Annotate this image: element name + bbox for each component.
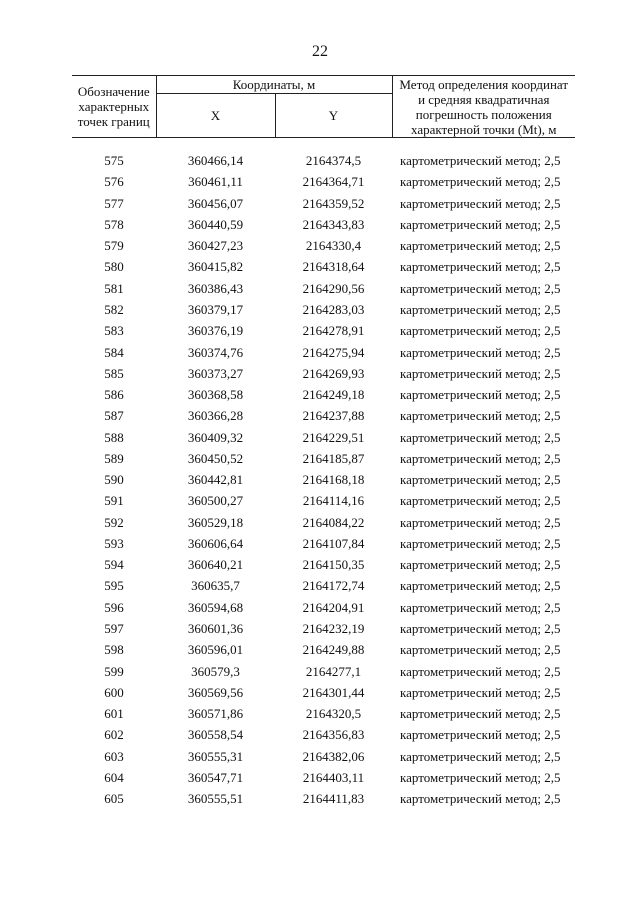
method-cell: картометрический метод; 2,5 — [400, 259, 561, 275]
table-row — [72, 597, 575, 618]
y-cell: 2164185,87 — [302, 450, 365, 466]
point-cell: 600 — [104, 684, 124, 700]
y-cell: 2164318,64 — [302, 259, 365, 275]
point-label-line-1: Обозначение — [77, 84, 150, 99]
x-cell: 360579,3 — [191, 663, 240, 679]
x-cell: 360640,21 — [187, 557, 244, 573]
x-header: X — [156, 94, 275, 138]
point-cell: 577 — [104, 195, 124, 211]
table-body — [72, 138, 575, 810]
y-cell: 2164364,71 — [302, 174, 365, 190]
y-cell: 2164114,16 — [302, 493, 365, 509]
method-cell: картометрический метод; 2,5 — [400, 472, 561, 488]
y-cell: 2164277,1 — [305, 663, 362, 679]
x-cell: 360442,81 — [187, 472, 244, 488]
x-cell: 360606,64 — [187, 535, 244, 551]
method-cell: картометрический метод; 2,5 — [400, 323, 561, 339]
method-cell: картометрический метод; 2,5 — [400, 748, 561, 764]
y-cell: 2164172,74 — [302, 578, 365, 594]
method-cell: картометрический метод; 2,5 — [400, 514, 561, 530]
table-row — [72, 745, 575, 766]
table-spacer — [72, 138, 575, 151]
table-row — [72, 554, 575, 575]
method-cell: картометрический метод; 2,5 — [400, 663, 561, 679]
x-cell: 360409,32 — [187, 429, 244, 445]
x-cell: 360571,86 — [187, 706, 244, 722]
method-line-4: характерной точки (Mt), м — [411, 122, 557, 137]
y-cell: 2164301,44 — [302, 684, 365, 700]
x-cell: 360366,28 — [187, 408, 244, 424]
point-cell: 593 — [104, 535, 124, 551]
x-cell: 360635,7 — [191, 578, 240, 594]
method-cell: картометрический метод; 2,5 — [400, 620, 561, 636]
method-cell: картометрический метод; 2,5 — [400, 493, 561, 509]
table-row — [72, 405, 575, 426]
table-row — [72, 363, 575, 384]
point-cell: 596 — [104, 599, 124, 615]
table-row — [72, 788, 575, 809]
table-row — [72, 150, 575, 171]
method-cell: картометрический метод; 2,5 — [400, 791, 561, 807]
point-label-line-2: характерных — [78, 99, 150, 114]
y-cell: 2164320,5 — [305, 706, 362, 722]
y-cell: 2164374,5 — [305, 153, 362, 169]
method-cell: картометрический метод; 2,5 — [400, 408, 561, 424]
table-row — [72, 214, 575, 235]
point-cell: 575 — [104, 153, 124, 169]
x-cell: 360427,23 — [187, 238, 244, 254]
table-row — [72, 724, 575, 745]
coordinates-header: Координаты, м — [156, 76, 392, 94]
table-row — [72, 448, 575, 469]
table-row — [72, 639, 575, 660]
table-row — [72, 703, 575, 724]
x-cell: 360461,11 — [188, 174, 243, 190]
table-row — [72, 171, 575, 192]
method-cell: картометрический метод; 2,5 — [400, 769, 561, 785]
point-label-line-3: точек границ — [77, 114, 150, 129]
y-cell: 2164411,83 — [302, 791, 365, 807]
y-cell: 2164269,93 — [302, 365, 365, 381]
method-cell: картометрический метод; 2,5 — [400, 450, 561, 466]
table-row — [72, 193, 575, 214]
x-cell: 360596,01 — [187, 642, 244, 658]
x-cell: 360466,14 — [187, 153, 244, 169]
method-cell: картометрический метод; 2,5 — [400, 280, 561, 296]
point-cell: 586 — [104, 387, 124, 403]
method-cell: картометрический метод; 2,5 — [400, 727, 561, 743]
y-cell: 2164232,19 — [302, 620, 365, 636]
table-row — [72, 426, 575, 447]
point-cell: 597 — [104, 620, 124, 636]
x-cell: 360569,56 — [187, 684, 244, 700]
point-cell: 599 — [104, 663, 124, 679]
table-header — [72, 76, 575, 138]
method-cell: картометрический метод; 2,5 — [400, 174, 561, 190]
method-cell: картометрический метод; 2,5 — [400, 238, 561, 254]
y-cell: 2164107,84 — [302, 535, 365, 551]
y-cell: 2164403,11 — [302, 769, 365, 785]
method-cell: картометрический метод; 2,5 — [400, 429, 561, 445]
table-row — [72, 660, 575, 681]
table-row — [72, 235, 575, 256]
table-row — [72, 512, 575, 533]
y-cell: 2164237,88 — [302, 408, 365, 424]
method-cell: картометрический метод; 2,5 — [400, 153, 561, 169]
y-cell: 2164290,56 — [302, 280, 365, 296]
point-cell: 581 — [104, 280, 124, 296]
x-cell: 360529,18 — [187, 514, 244, 530]
y-cell: 2164356,83 — [302, 727, 365, 743]
method-line-2: и средняя квадратичная — [418, 92, 550, 107]
method-cell: картометрический метод; 2,5 — [400, 642, 561, 658]
y-cell: 2164229,51 — [302, 429, 365, 445]
x-cell: 360594,68 — [187, 599, 244, 615]
y-cell: 2164278,91 — [302, 323, 365, 339]
x-cell: 360450,52 — [187, 450, 244, 466]
point-cell: 582 — [104, 301, 124, 317]
page-number: 22 — [312, 43, 328, 60]
y-cell: 2164382,06 — [302, 748, 365, 764]
method-cell: картометрический метод; 2,5 — [400, 684, 561, 700]
table-row — [72, 618, 575, 639]
point-cell: 590 — [104, 472, 124, 488]
method-cell: картометрический метод; 2,5 — [400, 706, 561, 722]
point-label-header — [72, 76, 156, 138]
method-cell: картометрический метод; 2,5 — [400, 599, 561, 615]
method-cell: картометрический метод; 2,5 — [400, 195, 561, 211]
point-cell: 578 — [104, 216, 124, 232]
method-cell: картометрический метод; 2,5 — [400, 216, 561, 232]
x-cell: 360555,31 — [187, 748, 244, 764]
x-cell: 360415,82 — [187, 259, 244, 275]
point-cell: 583 — [104, 323, 124, 339]
point-cell: 603 — [104, 748, 124, 764]
y-cell: 2164283,03 — [302, 301, 365, 317]
y-cell: 2164204,91 — [302, 599, 365, 615]
point-cell: 587 — [104, 408, 124, 424]
point-cell: 601 — [104, 706, 124, 722]
table-row — [72, 341, 575, 362]
point-cell: 591 — [104, 493, 124, 509]
point-cell: 576 — [104, 174, 124, 190]
y-cell: 2164275,94 — [302, 344, 365, 360]
point-cell: 588 — [104, 429, 124, 445]
table-row — [72, 490, 575, 511]
point-cell: 585 — [104, 365, 124, 381]
table-row — [72, 278, 575, 299]
table-row — [72, 533, 575, 554]
y-cell: 2164343,83 — [302, 216, 365, 232]
point-cell: 580 — [104, 259, 124, 275]
method-line-3: погрешность положения — [415, 107, 552, 122]
point-cell: 594 — [104, 557, 124, 573]
table-row — [72, 767, 575, 788]
y-cell: 2164359,52 — [302, 195, 365, 211]
method-header — [392, 76, 575, 138]
method-cell: картометрический метод; 2,5 — [400, 557, 561, 573]
x-cell: 360376,19 — [187, 323, 244, 339]
x-cell: 360601,36 — [187, 620, 244, 636]
point-cell: 589 — [104, 450, 124, 466]
point-cell: 592 — [104, 514, 124, 530]
x-cell: 360374,76 — [187, 344, 244, 360]
method-cell: картометрический метод; 2,5 — [400, 578, 561, 594]
x-cell: 360379,17 — [187, 301, 244, 317]
point-cell: 584 — [104, 344, 124, 360]
method-cell: картометрический метод; 2,5 — [400, 301, 561, 317]
point-cell: 579 — [104, 238, 124, 254]
method-cell: картометрический метод; 2,5 — [400, 387, 561, 403]
point-cell: 598 — [104, 642, 124, 658]
method-cell: картометрический метод; 2,5 — [400, 535, 561, 551]
table-row — [72, 320, 575, 341]
x-cell: 360386,43 — [187, 280, 244, 296]
method-line-1: Метод определения координат — [399, 77, 569, 92]
x-cell: 360373,27 — [187, 365, 244, 381]
x-cell: 360440,59 — [187, 216, 244, 232]
point-cell: 602 — [104, 727, 124, 743]
y-cell: 2164249,88 — [302, 642, 365, 658]
table-row — [72, 384, 575, 405]
point-cell: 605 — [104, 791, 124, 807]
y-cell: 2164150,35 — [302, 557, 365, 573]
x-cell: 360368,58 — [187, 387, 244, 403]
table-row — [72, 299, 575, 320]
table-row — [72, 575, 575, 596]
table-row — [72, 256, 575, 277]
x-cell: 360500,27 — [187, 493, 244, 509]
y-cell: 2164249,18 — [302, 387, 365, 403]
point-cell: 595 — [104, 578, 124, 594]
x-cell: 360547,71 — [187, 769, 244, 785]
method-cell: картометрический метод; 2,5 — [400, 365, 561, 381]
table-row — [72, 469, 575, 490]
point-cell: 604 — [104, 769, 124, 785]
x-cell: 360555,51 — [187, 791, 244, 807]
x-cell: 360558,54 — [187, 727, 244, 743]
method-cell: картометрический метод; 2,5 — [400, 344, 561, 360]
table-row — [72, 682, 575, 703]
y-cell: 2164330,4 — [305, 238, 362, 254]
coordinates-table — [72, 75, 575, 809]
y-cell: 2164084,22 — [302, 514, 365, 530]
y-cell: 2164168,18 — [302, 472, 365, 488]
y-header: Y — [275, 94, 392, 138]
x-cell: 360456,07 — [187, 195, 244, 211]
